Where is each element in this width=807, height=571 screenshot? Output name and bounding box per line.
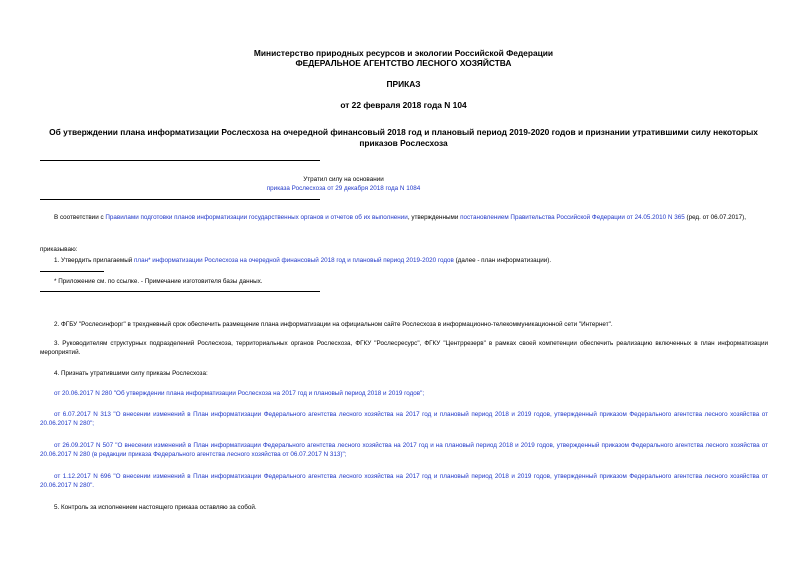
- note-divider: [40, 199, 320, 200]
- document-date: от 22 февраля 2018 года N 104: [340, 100, 467, 110]
- ministry-name: Министерство природных ресурсов и экологии Российской Федерации: [253, 48, 554, 58]
- footnote-end-divider: [40, 291, 320, 292]
- decree-link[interactable]: постановлением Правительства Российской Федерации от 24.05.2010 N 365: [460, 214, 685, 221]
- annul-note-line1: Утратил силу на основании: [303, 176, 384, 183]
- annul-note-link[interactable]: приказа Рослесхоза от 29 декабря 2018 года N 1084: [266, 185, 421, 192]
- preamble-text-2: , утвержденными: [407, 214, 461, 221]
- preamble-text-1: В соответствии с: [54, 214, 106, 221]
- item-1-text-c: (далее - план информатизации).: [453, 257, 552, 264]
- title-divider: [40, 160, 320, 161]
- item-4: 4. Признать утратившими силу приказы Рослесхоза:: [54, 370, 208, 377]
- item-1-text-a: 1. Утвердить прилагаемый: [54, 257, 135, 264]
- item-2: 2. ФГБУ "Рослесинфорг" в трехдневный срок обеспечить размещение плана информатизации на официальном сайте Рослесхоза в информационно-телекоммуникационной сети "Интернет".: [54, 321, 613, 328]
- document-type: ПРИКАЗ: [386, 79, 421, 89]
- annulled-order-507[interactable]: от 26.09.2017 N 507 "О внесении изменений в План информатизации Федерального агентства лесного хозяйства на 2017 год и на плановый период 2018 и 2019 годов, утвержденный приказом Федерального агентства лесного хозяйства от 20.06.2017 N 280 (в редакции приказа Федерального агентства лесного хозяйства от 06.07.2017 N 313)";: [40, 442, 768, 458]
- document-title: Об утверждении плана информатизации Рослесхоза на очередной финансовый 2018 год и плановый период 2019-2020 годов и признании утратившими силу некоторых приказов Рослесхоза: [49, 127, 758, 148]
- footnote-divider: [40, 271, 104, 272]
- preamble: [40, 213, 768, 222]
- plan-title-link[interactable]: * информатизации Рослесхоза на очередной финансовый 2018 год и плановый период 2019-2020 годов: [148, 257, 454, 264]
- item-5: 5. Контроль за исполнением настоящего приказа оставляю за собой.: [54, 504, 257, 511]
- preamble-text-3: (ред. от 06.07.2017),: [684, 214, 746, 221]
- annulled-order-313[interactable]: от 6.07.2017 N 313 "О внесении изменений в План информатизации Федерального агентства лесного хозяйства на 2017 год и плановый период 2018 и 2019 годов, утвержденный приказом Федерального агентства лесного хозяйства от 20.06.2017 N 280";: [40, 411, 768, 427]
- agency-name: ФЕДЕРАЛЬНОЕ АГЕНТСТВО ЛЕСНОГО ХОЗЯЙСТВА: [295, 58, 512, 68]
- item-3: 3. Руководителям структурных подразделений Рослесхоза, территориальных органов Рослесхоза, ФГКУ "Рослесресурс", ФГКУ "Центррезерв" в рамках своей компетенции обеспечить реализацию включенных в план информатизации мероприятий.: [40, 340, 768, 356]
- footnote: * Приложение см. по ссылке. - Примечание изготовителя базы данных.: [54, 278, 263, 285]
- item-1: [40, 256, 768, 265]
- annulled-order-696[interactable]: от 1.12.2017 N 696 "О внесении изменений в План информатизации Федерального агентства лесного хозяйства на 2017 год и плановый период 2018 и 2019 годов, утвержденный приказом Федерального агентства лесного хозяйства от 20.06.2017 N 280".: [40, 473, 768, 489]
- rules-link[interactable]: Правилами подготовки планов информатизации государственных органов и отчетов об их выполнении: [105, 214, 408, 221]
- annulled-order-280[interactable]: от 20.06.2017 N 280 "Об утверждении плана информатизации Рослесхоза на 2017 год и плановый период 2018 и 2019 годов";: [54, 390, 425, 397]
- plan-link[interactable]: план: [134, 257, 149, 264]
- order-word: приказываю:: [40, 246, 78, 253]
